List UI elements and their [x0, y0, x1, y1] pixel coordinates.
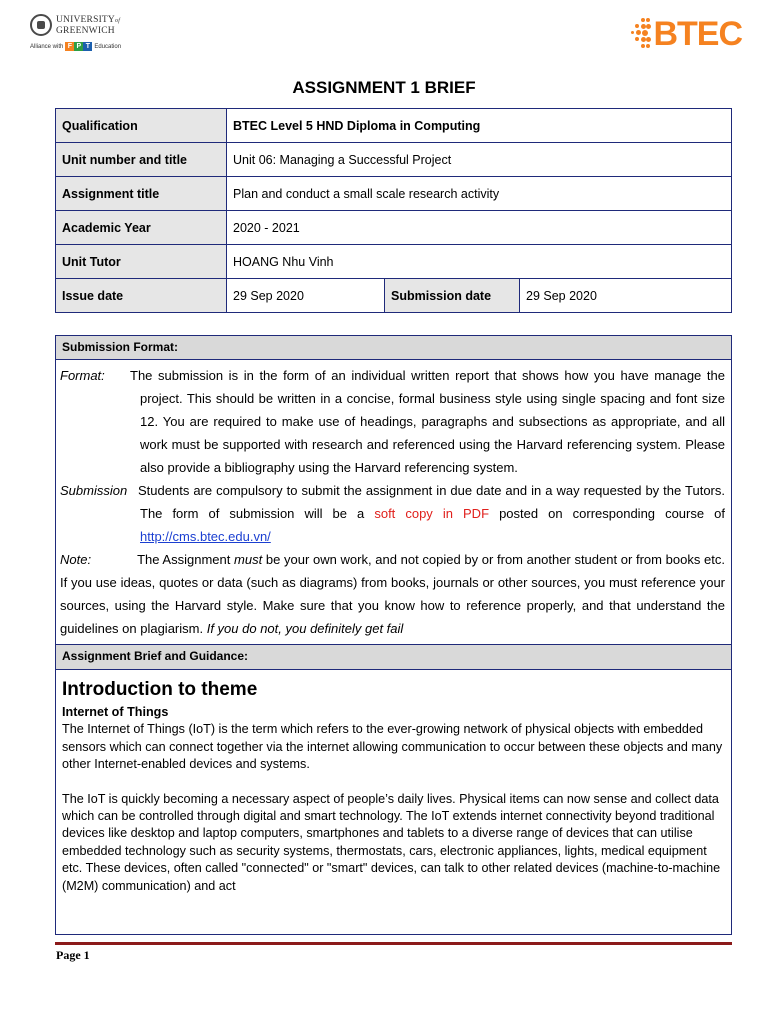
- assignment-title-value: Plan and conduct a small scale research activity: [227, 177, 732, 211]
- submission-format-header: Submission Format:: [56, 336, 731, 360]
- table-row: [56, 279, 732, 313]
- unit-tutor-label: Unit Tutor: [56, 245, 227, 279]
- cms-btec-link[interactable]: http://cms.btec.edu.vn/: [140, 529, 271, 544]
- format-text: The submission is in the form of an individual written report that shows how you have manage the project. This should be written in a concise, formal business style using single spacing and font size 12. You are required to make use of headings, paragraphs and subsections as appropriate, and all work must be supported with research and referenced using the Harvard referencing system. Please also provide a bibliography using the Harvard referencing system.: [130, 368, 725, 475]
- table-row: [56, 177, 732, 211]
- unit-value: Unit 06: Managing a Successful Project: [227, 143, 732, 177]
- submission-guidance-box: [55, 335, 732, 935]
- intro-heading: Introduction to theme: [62, 679, 258, 700]
- iot-subheading: Internet of Things: [62, 705, 169, 719]
- assignment-title-label: Assignment title: [56, 177, 227, 211]
- table-row: [56, 143, 732, 177]
- table-row: [56, 211, 732, 245]
- academic-year-value: 2020 - 2021: [227, 211, 732, 245]
- format-tag: Format:: [60, 368, 105, 383]
- submission-paragraph: [60, 479, 725, 548]
- note-paragraph: Note: The Assignment must be your own work, and not copied by or from another student or from books etc. If you use ideas, quotes or data (such as diagrams) from books, journals or other sources, you must reference your sources, using the Harvard style. Make sure that you know how to reference properly, and that understand the guidelines on plagiarism. If you do not, you definitely get fail: [60, 552, 725, 636]
- submission-text: Students are compulsory to submit the assignment in due date and in a way requested by the Tutors. The form of submission will be a soft copy in PDF posted on corresponding course of http://cms.btec.edu.vn/: [138, 483, 725, 544]
- academic-year-label: Academic Year: [56, 211, 227, 245]
- qualification-label: Qualification: [56, 109, 227, 143]
- page-number: Page 1: [56, 948, 90, 962]
- alliance-line: Alliance with F P T Education: [30, 43, 122, 50]
- footer-divider: [55, 942, 732, 945]
- btec-dots-icon: [629, 16, 651, 52]
- must-emphasis: must: [234, 552, 263, 567]
- university-crest-icon: [30, 14, 52, 36]
- university-name: UNIVERSITYof GREENWICH: [56, 14, 121, 36]
- submission-format-body: [56, 360, 731, 644]
- fail-warning: If you do not, you definitely get fail: [206, 621, 404, 636]
- issue-date-label: Issue date: [56, 279, 227, 313]
- unit-label: Unit number and title: [56, 143, 227, 177]
- submission-tag: Submission: [60, 483, 128, 498]
- submission-date-value: 29 Sep 2020: [520, 279, 732, 313]
- iot-paragraph-2: The IoT is quickly becoming a necessary aspect of people’s daily lives. Physical items can now sense and collect data which can be controlled through digital and smart technology. The IoT extends internet connectivity beyond traditional devices like desktop and laptop computers, smartphones and tablets to a diverse range of devices that can utilise embedded technology such as security systems, thermostats, cars, electronic appliances, lights, medical equipment etc. These devices, often called "connected" or "smart" devices, can talk to other related devices (machine-to-machine (M2M) communication) and act: [62, 791, 721, 893]
- iot-paragraph-1: The Internet of Things (IoT) is the term which refers to the ever-growing network of physical objects with embedded sensors which can connect together via the internet allowing communication to occur between these objects and many other Internet-enabled devices and systems.: [62, 722, 723, 772]
- table-row: [56, 109, 732, 143]
- qualification-value: BTEC Level 5 HND Diploma in Computing: [227, 109, 732, 143]
- issue-date-value: 29 Sep 2020: [227, 279, 385, 313]
- note-tag: Note:: [60, 552, 92, 567]
- submission-date-label: Submission date: [385, 279, 520, 313]
- btec-wordmark: BTEC: [653, 14, 742, 53]
- brief-guidance-body: [56, 670, 731, 899]
- university-of-greenwich-logo: [30, 14, 140, 64]
- page-title: ASSIGNMENT 1 BRIEF: [292, 78, 476, 97]
- table-row: [56, 245, 732, 279]
- brief-guidance-header: Assignment Brief and Guidance:: [56, 644, 731, 670]
- btec-logo: [629, 14, 742, 54]
- unit-tutor-value: HOANG Nhu Vinh: [227, 245, 732, 279]
- format-paragraph: [60, 364, 725, 479]
- assignment-info-table: [55, 108, 732, 313]
- soft-copy-highlight: soft copy in PDF: [374, 506, 490, 521]
- fpt-logo: F P T: [65, 42, 92, 51]
